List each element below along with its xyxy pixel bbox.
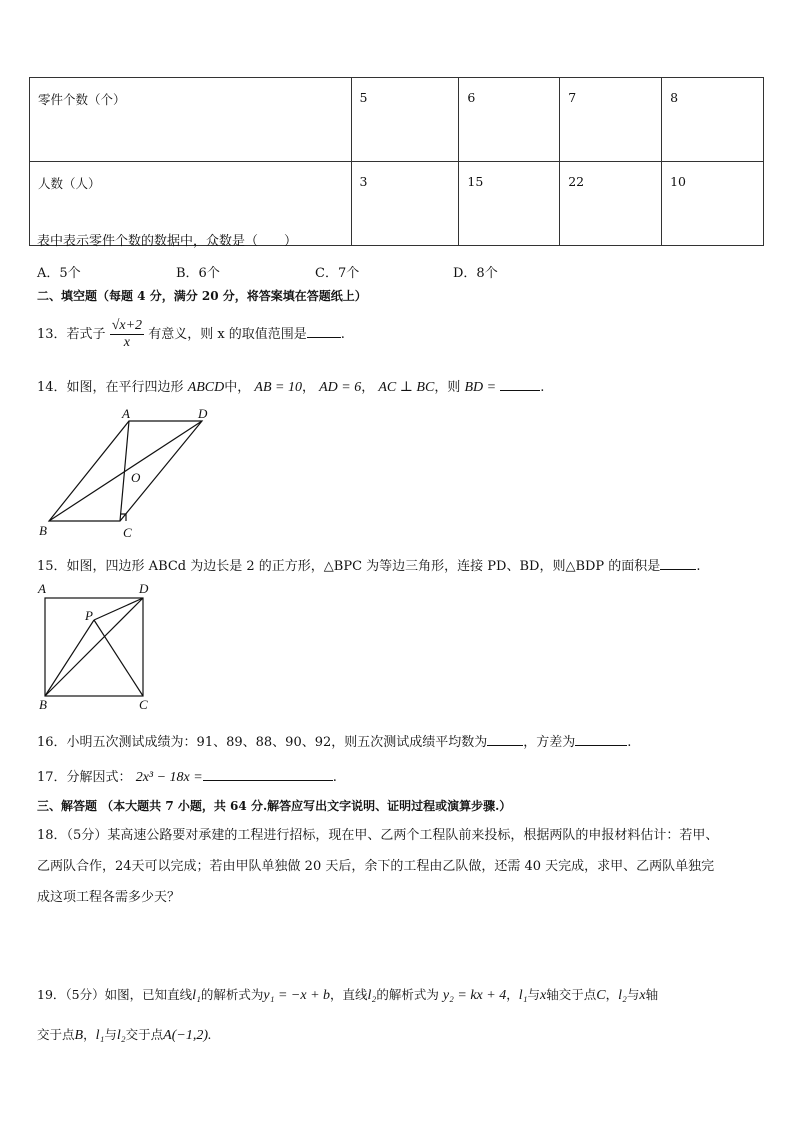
- table-cell: 15: [459, 162, 560, 246]
- q13: 13．若式子 $\frac{√x+2}{x}$ 有意义，则 x 的取值范围是 .: [37, 318, 345, 350]
- figure-parallelogram: [34, 404, 224, 544]
- q17: 17．分解因式： 2x³ − 18x = .: [37, 766, 337, 786]
- table-cell: 3: [351, 162, 459, 246]
- label-a: A: [38, 581, 46, 596]
- q19-point-b: B: [74, 1028, 84, 1043]
- label-c: C: [139, 697, 148, 712]
- q16-mid: ，方差为: [523, 735, 576, 750]
- q19-line2: [37, 1025, 211, 1044]
- answer-blank: [500, 376, 540, 391]
- q19-text: 的解析式为: [200, 987, 264, 1002]
- q15: 15．如图，四边形 ABCd 为边长是 2 的正方形，△BPC 为等边三角形，连接 PD、BD，则△BDP 的面积是 .: [37, 555, 700, 574]
- q14-cond1: AB = 10: [254, 380, 302, 395]
- q15-text: 15．如图，四边形 ABCd 为边长是 2 的正方形，△BPC 为等边三角形，连接 PD、BD，则△BDP 的面积是: [37, 559, 661, 574]
- label-d: D: [198, 406, 208, 421]
- label-a: A: [122, 406, 130, 421]
- q19-text: ，: [506, 987, 519, 1002]
- figure-square: [34, 580, 164, 715]
- q14-cond3: AC ⊥ BC: [378, 380, 435, 395]
- table-cell: 22: [560, 162, 662, 246]
- q19-text: 的解析式为: [376, 987, 439, 1002]
- answer-blank: [575, 731, 627, 746]
- q19-point-a: A(−1,2).: [163, 1028, 212, 1043]
- table-cell: 8: [662, 78, 764, 162]
- option-b: B．6个: [176, 266, 220, 281]
- q18-line3: 成这项工程各需多少天？: [37, 890, 181, 905]
- q19-text: ，: [605, 987, 619, 1002]
- table-cell: 10: [662, 162, 764, 246]
- q17-prefix: 17．分解因式：: [37, 770, 132, 785]
- label-d: D: [139, 581, 149, 596]
- label-b: B: [39, 523, 47, 538]
- q13-fraction: [110, 318, 144, 351]
- label-o: O: [131, 470, 141, 485]
- q16: 16．小明五次测试成绩为：91、89、88、90、92，则五次测试成绩平均数为 ，方差为 .: [37, 731, 631, 750]
- section-2-header: 二、填空题（每题 4 分，满分 20 分，将答案填在答题纸上）: [37, 289, 367, 303]
- q19-line1: [37, 985, 658, 1004]
- q19-text: 19．（5分）如图，已知直线: [37, 987, 193, 1002]
- table-row: [30, 78, 764, 162]
- q19-x: x: [639, 988, 646, 1003]
- q19-l2: l₂: [618, 988, 627, 1003]
- q19-eq2: y₂ = kx + 4: [442, 988, 507, 1003]
- table-cell: 6: [459, 78, 560, 162]
- q13-denominator: x: [123, 335, 130, 350]
- q13-suffix: 有意义，则 x 的取值范围是: [148, 327, 307, 342]
- q19-text: 轴交于点: [546, 987, 597, 1002]
- answer-blank: [307, 323, 341, 338]
- q14-shape: ABCD: [187, 380, 225, 395]
- data-table: [29, 77, 764, 246]
- row-label: 零件个数（个）: [30, 78, 352, 162]
- q14: 14．如图，在平行四边形 ABCD中， AB = 10， AD = 6， AC ⊥ BC，则 BD = .: [37, 376, 544, 396]
- q19-l1: l₁: [518, 988, 528, 1003]
- q18-line1: 18．（5分）某高速公路要对承建的工程进行招标，现在甲、乙两个工程队前来投标，根据两队的申报材料估计：若甲、: [37, 828, 719, 843]
- answer-blank: [660, 555, 696, 570]
- option-d: D．8个: [453, 266, 498, 281]
- answer-blank: [203, 766, 333, 781]
- q19-text: 与: [626, 987, 640, 1002]
- q14-ask-prefix: ，则: [434, 380, 461, 395]
- label-b: B: [39, 697, 47, 712]
- q19-text: ，直线: [330, 987, 368, 1002]
- answer-blank: [487, 731, 523, 746]
- q18-line2: 乙两队合作，24天可以完成；若由甲队单独做 20 天后，余下的工程由乙队做，还需 40 天完成，求甲、乙两队单独完: [37, 859, 715, 874]
- segment-bp: [45, 620, 94, 696]
- q19-x: x: [540, 988, 547, 1003]
- q19-text: ，: [83, 1027, 96, 1042]
- q19-text: 与: [527, 987, 541, 1002]
- q16-text: 16．小明五次测试成绩为：91、89、88、90、92，则五次测试成绩平均数为: [37, 735, 488, 750]
- label-c: C: [123, 525, 132, 540]
- q13-prefix: 13．若式子: [37, 327, 106, 342]
- q19-text: 轴: [645, 987, 659, 1002]
- q19-text: 与: [104, 1027, 117, 1042]
- q19-l1: l₁: [95, 1028, 105, 1043]
- q19-l2: l₂: [367, 988, 377, 1003]
- q19-l2: l₂: [116, 1028, 126, 1043]
- segment-bd: [45, 598, 143, 696]
- q17-expr: 2x³ − 18x =: [135, 770, 203, 785]
- segment-pd: [94, 598, 143, 620]
- label-p: P: [85, 608, 93, 623]
- q14-ask: BD =: [464, 380, 497, 395]
- q12-question: 表中表示零件个数的数据中，众数是（ ）: [37, 234, 298, 249]
- q14-mid: 中，: [224, 380, 251, 395]
- q13-numerator: √x+2: [111, 318, 143, 333]
- q14-cond2: AD = 6: [319, 380, 362, 395]
- q19-l1: l₁: [192, 988, 201, 1003]
- option-c: C．7个: [315, 266, 360, 281]
- table-cell: 7: [560, 78, 662, 162]
- q19-text: 交于点: [125, 1027, 164, 1042]
- table-cell: 5: [351, 78, 459, 162]
- q19-eq1: y₁ = −x + b: [263, 988, 331, 1003]
- row-label: 人数（人）: [30, 162, 352, 246]
- q14-prefix: 14．如图，在平行四边形: [37, 380, 184, 395]
- q19-text: 交于点: [37, 1027, 75, 1042]
- q19-point-c: C: [596, 988, 606, 1003]
- diagonal-bd: [49, 421, 202, 521]
- option-a: A．5个: [37, 266, 81, 281]
- segment-pc: [94, 620, 143, 696]
- section-3-header: 三、解答题 （本大题共 7 小题，共 64 分.解答应写出文字说明、证明过程或演算步骤.）: [37, 799, 512, 813]
